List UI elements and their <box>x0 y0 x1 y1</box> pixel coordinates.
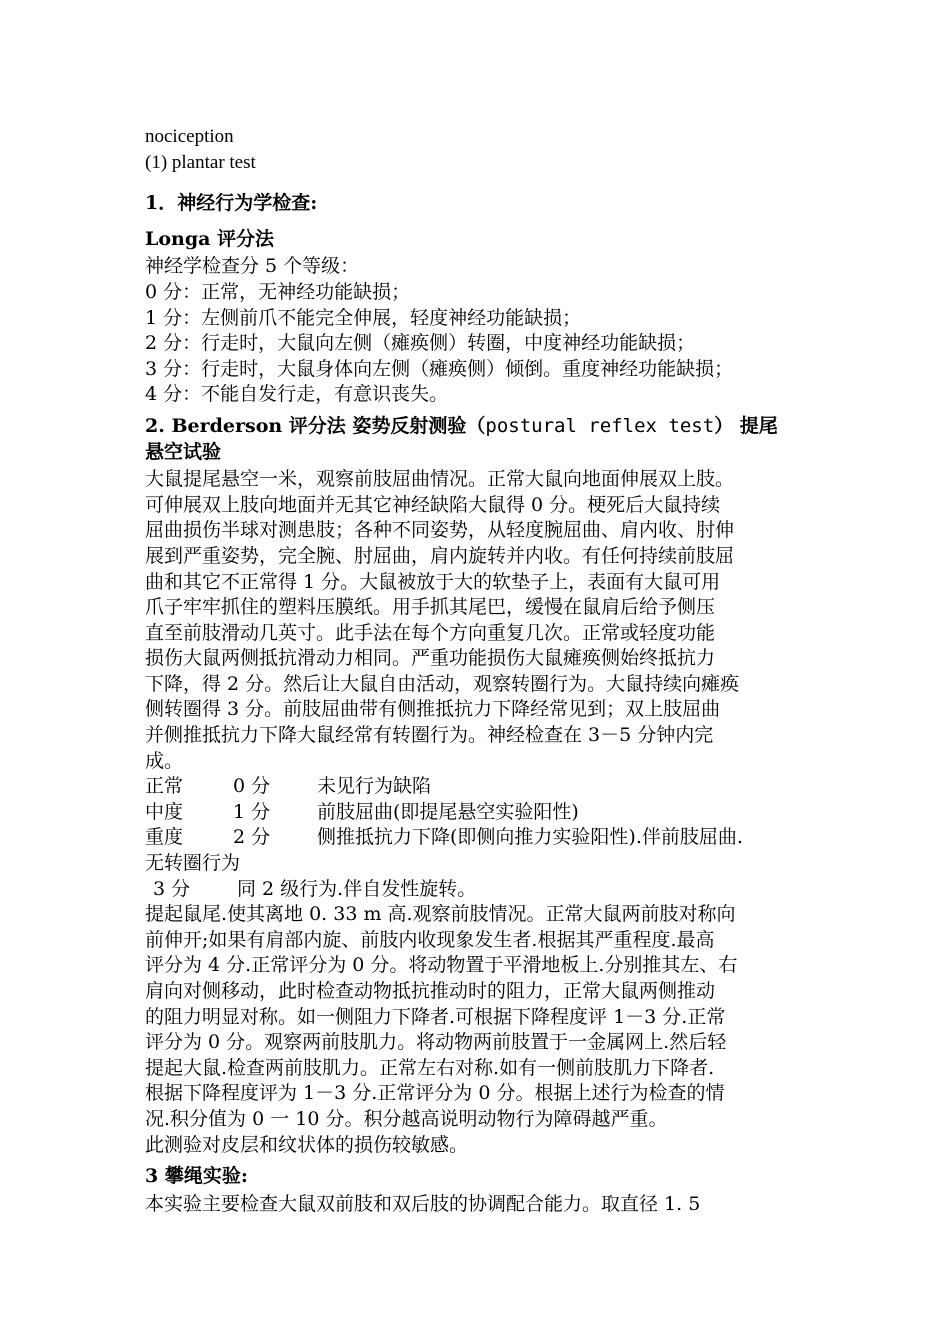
score-row-wrap: 无转圈行为 <box>145 852 241 875</box>
score-desc: 未见行为缺陷 <box>317 775 432 798</box>
s2-p1-line: 曲和其它不正常得 1 分。大鼠被放于大的软垫子上，表面有大鼠可用 <box>145 570 721 593</box>
s1-line: 神经学检查分 5 个等级： <box>145 255 360 278</box>
score-row <box>145 800 813 826</box>
s2-p1-line: 大鼠提尾悬空一米，观察前肢屈曲情况。正常大鼠向地面伸展双上肢。 <box>145 468 735 491</box>
score-level: 重度 <box>145 826 184 849</box>
s2-p1-line: 爪子牢牢抓住的塑料压膜纸。用手抓其尾巴，缓慢在鼠肩后给予侧压 <box>145 596 716 619</box>
score-level: 正常 <box>145 775 184 798</box>
s2-title-mono: postural reflex test <box>485 414 715 437</box>
s2-p1-line: 下降，得 2 分。然后让大鼠自由活动，观察转圈行为。大鼠持续向瘫痪 <box>145 672 740 695</box>
s2-p2-line: 的阻力明显对称。如一侧阻力下降者.可根据下降程度评 1－3 分.正常 <box>145 1005 726 1028</box>
section-2-para-1 <box>145 467 813 774</box>
score-value: 3 分 <box>153 877 191 900</box>
s2-p1-line: 成。 <box>145 749 184 772</box>
s2-p2-line: 提起鼠尾.使其离地 0. 33 m 高.观察前肢情况。正常大鼠两前肢对称向 <box>145 903 736 926</box>
s2-p1-line: 直至前肢滑动几英寸。此手法在每个方向重复几次。正常或轻度功能 <box>145 621 716 644</box>
section-2-title <box>145 414 813 465</box>
s2-p2-line: 评分为 0 分。观察两前肢肌力。将动物两前肢置于一金属网上.然后轻 <box>145 1031 727 1054</box>
s1-line: 4 分：不能自发行走，有意识丧失。 <box>145 383 449 406</box>
s3-line: 本实验主要检查大鼠双前肢和双后肢的协调配合能力。取直径 1. 5 <box>145 1192 701 1215</box>
section-1-body <box>145 254 813 408</box>
s1-line: 1 分：左侧前爪不能完全伸展，轻度神经功能缺损； <box>145 306 582 329</box>
s2-p2-line: 根据下降程度评为 1－3 分.正常评分为 0 分。根据上述行为检查的情 <box>145 1082 725 1105</box>
s2-p2-line: 前伸开;如果有肩部内旋、前肢内收现象发生者.根据其严重程度.最高 <box>145 928 715 951</box>
s1-line: 2 分：行走时，大鼠向左侧（瘫痪侧）转圈，中度神经功能缺损； <box>145 332 696 355</box>
score-value: 2 分 <box>233 826 271 849</box>
section-2-para-2 <box>145 902 813 1158</box>
score-value: 1 分 <box>233 800 271 823</box>
header-line-2: (1) plantar test <box>145 151 256 173</box>
s2-p2-line: 提起大鼠.检查两前肢肌力。正常左右对称.如有一侧前肢肌力下降者. <box>145 1056 715 1079</box>
section-1-title: 1．神经行为学检查: <box>145 192 318 215</box>
score-value: 0 分 <box>233 775 271 798</box>
header-line-1: nociception <box>145 126 234 147</box>
document-page <box>145 124 813 1217</box>
score-table <box>145 774 813 902</box>
section-3-title: 3 攀绳实验: <box>145 1165 248 1188</box>
s2-title-b: ） 提尾 <box>714 414 778 437</box>
s1-line: 0 分：正常，无神经功能缺损； <box>145 280 411 303</box>
s2-p1-line: 屈曲损伤半球对测患肢；各种不同姿势，从轻度腕屈曲、肩内收、肘伸 <box>145 519 735 542</box>
s2-p2-line: 况.积分值为 0 一 10 分。积分越高说明动物行为障碍越严重。 <box>145 1107 668 1130</box>
s2-p1-line: 侧转圈得 3 分。前肢屈曲带有侧推抵抗力下降经常见到；双上肢屈曲 <box>145 698 721 721</box>
score-desc: 同 2 级行为.伴自发性旋转。 <box>237 877 477 900</box>
score-desc: 前肢屈曲(即提尾悬空实验阳性) <box>317 800 579 823</box>
s2-p1-line: 展到严重姿势，完全腕、肘屈曲，肩内旋转并内收。有任何持续前肢屈 <box>145 544 735 567</box>
s2-p1-line: 损伤大鼠两侧抵抗滑动力相同。严重功能损伤大鼠瘫痪侧始终抵抗力 <box>145 647 716 670</box>
score-level: 中度 <box>145 800 184 823</box>
score-row-3 <box>145 877 813 903</box>
s2-p1-line: 可伸展双上肢向地面并无其它神经缺陷大鼠得 0 分。梗死后大鼠持续 <box>145 493 721 516</box>
score-row <box>145 825 813 851</box>
score-row <box>145 774 813 800</box>
s2-p2-line: 肩向对侧移动，此时检查动物抵抗推动时的阻力，正常大鼠两侧推动 <box>145 980 716 1002</box>
s2-p1-line: 并侧推抵抗力下降大鼠经常有转圈行为。神经检查在 3－5 分钟内完 <box>145 724 714 747</box>
s2-p2-line: 此测验对皮层和纹状体的损伤较敏感。 <box>145 1133 469 1156</box>
score-desc: 侧推抵抗力下降(即侧向推力实验阳性).伴前肢屈曲. <box>317 826 743 849</box>
s1-line: 3 分：行走时，大鼠身体向左侧（瘫痪侧）倾倒。重度神经功能缺损； <box>145 357 734 380</box>
s2-title-a: 2. Berderson 评分法 姿势反射测验（ <box>145 414 486 437</box>
s2-title-c: 悬空试验 <box>145 440 222 463</box>
s2-p2-line: 评分为 4 分.正常评分为 0 分。将动物置于平滑地板上.分别推其左、右 <box>145 954 738 977</box>
section-1-subtitle: Longa 评分法 <box>145 227 275 250</box>
